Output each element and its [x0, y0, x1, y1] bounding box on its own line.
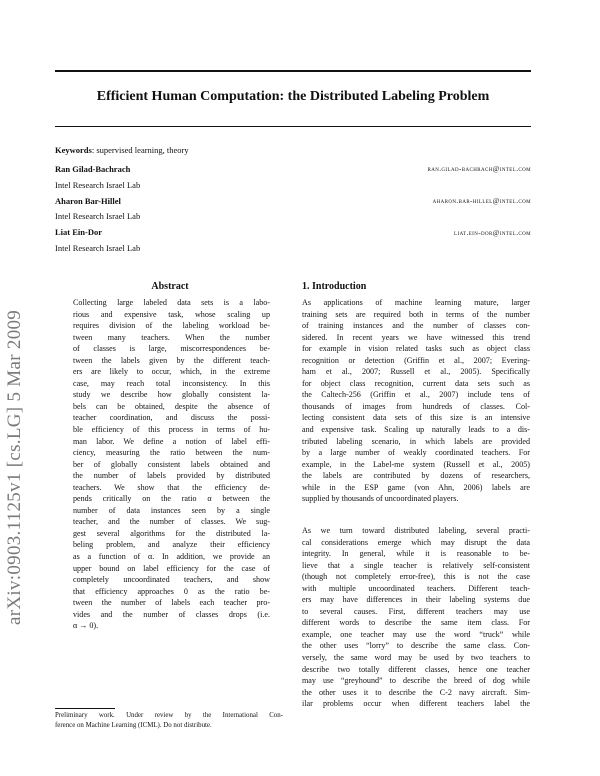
text-line: that efficiency approaches 0 as the ratio be-: [73, 586, 270, 596]
text-line: while in the ESP game (von Ahn, 2006) labels are: [302, 482, 530, 492]
text-line: the Caltech-256 (Griffin et al., 2007) include tens of: [302, 390, 530, 400]
text-line: vides and the number of classes drops (i.e.: [73, 609, 270, 619]
introduction-paragraph-2: [302, 525, 530, 710]
arxiv-identifier: arXiv:0903.1125v1 [cs.LG] 5 Mar 2009: [4, 309, 25, 625]
text-line: as a function of α. In addition, we provide an: [73, 552, 270, 562]
text-line: teacher, and the number of classes. We sug-: [73, 517, 270, 527]
keywords: [55, 145, 189, 155]
text-line: ilar problems occur when different teachers label the: [302, 699, 530, 709]
author-name: Ran Gilad-Bachrach: [55, 164, 131, 174]
text-line: integrity. In general, while it is reasonable to be-: [302, 549, 530, 559]
keywords-text: : supervised learning, theory: [91, 145, 189, 155]
text-line: Preliminary work. Under review by the International Con-: [55, 712, 283, 719]
text-line: the other uses it to describe the C-2 navy aircraft. Sim-: [302, 687, 530, 697]
text-line: ham et al., 2007; Russell et al., 2005). Specifically: [302, 367, 530, 377]
text-line: training sets are required both in terms of the number: [302, 309, 530, 319]
text-line: tributed labeling scenario, in which labels are provided: [302, 436, 530, 446]
text-line: upper bound on label efficiency for the case of: [73, 563, 270, 573]
author-name: Liat Ein-Dor: [55, 227, 102, 237]
text-line: of classes is large, miscorrespondences be-: [73, 344, 270, 354]
text-line: recognition or detection (Griffin et al., 2007; Evering-: [302, 355, 530, 365]
text-line: sidered. In recent years we have witnessed this trend: [302, 332, 530, 342]
author-name: Aharon Bar-Hillel: [55, 196, 121, 206]
text-line: (though not completely error-free), this is not the case: [302, 572, 530, 582]
text-line: α → 0).: [73, 621, 99, 631]
text-line: completely uncoordinated teachers, and show: [73, 575, 270, 585]
introduction-paragraph-1: [302, 297, 530, 505]
text-line: tween the number of labels each teacher pro-: [73, 598, 270, 608]
text-line: ers are likely to occur, which, in the extreme: [73, 367, 270, 377]
text-line: gest several algorithms for the distributed la-: [73, 528, 270, 538]
text-line: of training instances and the number of classes con-: [302, 321, 530, 331]
text-line: Collecting large labeled data sets is a labo-: [73, 298, 270, 307]
title-top-rule: [55, 70, 531, 72]
text-line: example, in the Label-me system (Russell et al., 2005): [302, 459, 530, 469]
text-line: teacher coordination, and discuss the possi-: [73, 413, 270, 423]
text-line: and expensive task. Scaling up naturally leads to a dis-: [302, 425, 530, 435]
text-line: case, may reach total inconsistency. In this: [73, 378, 270, 388]
text-line: for example in vision related tasks such as object class: [302, 344, 530, 354]
text-line: by a large number of weakly coordinated teachers. For: [302, 448, 530, 458]
text-line: with multiple uncoordinated teachers. Different teach-: [302, 583, 530, 593]
text-line: number of data instances seen by a single: [73, 505, 270, 515]
text-line: bels can be obtained, despite the absence of: [73, 401, 270, 411]
author-affiliation: Intel Research Israel Lab: [55, 211, 141, 221]
text-line: ble efficiency of this process in terms of hu-: [73, 425, 270, 435]
author-email: liat.ein-dor@intel.com: [454, 229, 531, 237]
text-line: may use “greyhound” to describe the breed of dog while: [302, 676, 530, 686]
author-affiliation: Intel Research Israel Lab: [55, 243, 141, 253]
text-line: different words to describe the same item class. For: [302, 618, 530, 628]
text-line: describe two totally different classes, hence one teacher: [302, 664, 530, 674]
text-line: As applications of machine learning mature, larger: [302, 298, 530, 307]
text-line: study we describe how globally consistent la-: [73, 390, 270, 400]
introduction-heading: 1. Introduction: [302, 281, 367, 292]
text-line: As we turn toward distributed labeling, several practi-: [302, 526, 530, 535]
text-line: tween many teachers. When the number: [73, 332, 270, 342]
text-line: the labels are contributed by dozens of researchers,: [302, 471, 530, 481]
author-affiliation: Intel Research Israel Lab: [55, 180, 141, 190]
title-bottom-rule: [55, 126, 531, 127]
text-line: the other uses “lorry” to describe the same class. Con-: [302, 641, 530, 651]
text-line: rious and expensive task, whose scaling up: [73, 309, 270, 319]
text-line: for object class recognition, current data sets such as: [302, 378, 530, 388]
text-line: ference on Machine Learning (ICML). Do not distribute.: [55, 721, 212, 729]
abstract-heading: Abstract: [151, 281, 189, 292]
text-line: beling problem, and analyze their efficiency: [73, 540, 270, 550]
text-line: ers may have differences in their labeling systems due: [302, 595, 530, 605]
text-line: example, one teacher may use the word “truck” while: [302, 629, 530, 639]
text-line: ciency, measuring the ratio between the num-: [73, 448, 270, 458]
text-line: teachers. We show that the efficiency de-: [73, 482, 270, 492]
text-line: lieve that a single teacher is relatively self-consistent: [302, 560, 530, 570]
keywords-label: Keywords: [55, 145, 92, 155]
text-line: supplied by thousands of uncoordinated players.: [302, 494, 459, 504]
text-line: man labor. We define a notion of label effi-: [73, 436, 270, 446]
text-line: ber of globally consistent labels obtained and: [73, 459, 270, 469]
text-line: lecting consistent data sets of this size is an intensive: [302, 413, 530, 423]
abstract-body: [73, 297, 270, 632]
text-line: to several causes. First, different teachers may use: [302, 606, 530, 616]
footnote: [55, 711, 283, 730]
footnote-rule: [55, 708, 115, 709]
text-line: versely, the same word may be used by two teachers to: [302, 653, 530, 663]
paper-title: Efficient Human Computation: the Distributed Labeling Problem: [96, 89, 490, 104]
author-email: aharon.bar-hillel@intel.com: [432, 197, 531, 205]
text-line: thousands of images from hundreds of classes. Col-: [302, 401, 530, 411]
text-line: pends critically on the ratio α between the: [73, 494, 270, 504]
text-line: the number of labels provided by distributed: [73, 471, 270, 481]
text-line: requires division of the labeling workload be-: [73, 321, 270, 331]
text-line: cal considerations emerge which may disrupt the data: [302, 537, 530, 547]
author-email: ran.gilad-bachrach@intel.com: [427, 165, 531, 173]
text-line: tween the labels given by the different teach-: [73, 355, 270, 365]
